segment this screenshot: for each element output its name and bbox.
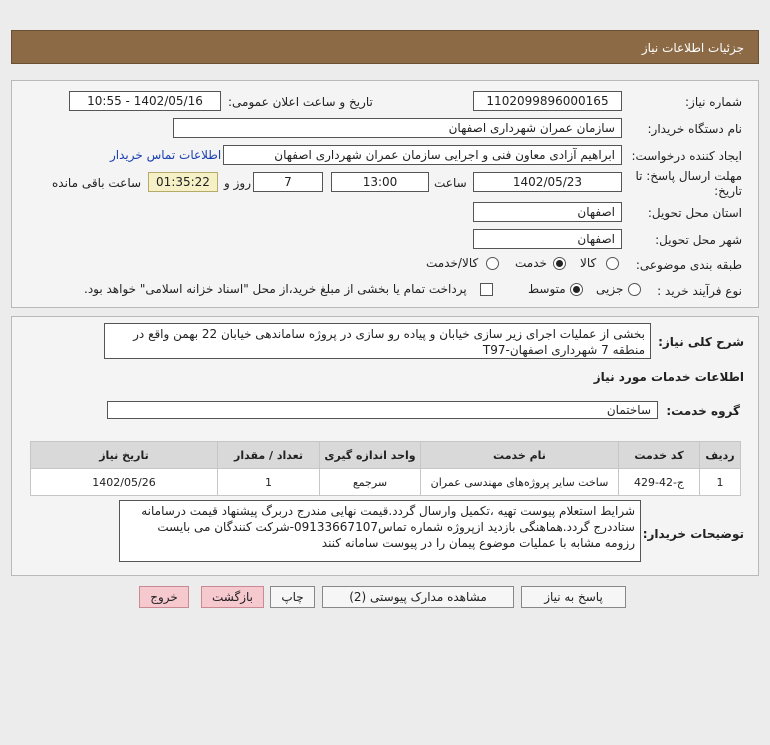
remaining-timer: 01:35:22 — [148, 172, 218, 192]
treasury-checkbox[interactable] — [480, 283, 493, 296]
need-number-field: 1102099896000165 — [473, 91, 622, 111]
services-section-title: اطلاعات خدمات مورد نیاز — [593, 370, 744, 384]
cell-quantity: 1 — [218, 469, 320, 496]
process-radio-medium[interactable] — [570, 283, 583, 296]
cell-need-date: 1402/05/26 — [31, 469, 218, 496]
creator-field: ابراهیم آزادی معاون فنی و اجرایی سازمان عمران شهرداری اصفهان — [223, 145, 622, 165]
buyer-notes-text: شرایط استعلام پیوست تهیه ،تکمیل وارسال گردد.قیمت نهایی مندرج دربرگ پیشنهاد قیمت درسامانه ستاددرج گردد.هماهنگی بازدید ازپروژه شماره تماس09133667107-شرکت کنندگان می بایست رزومه مشابه با عملیات موضوع پیمان را در پیوست سامانه کنند — [119, 500, 641, 562]
buyer-notes-label: توضیحات خریدار: — [642, 527, 744, 541]
announce-field: 1402/05/16 - 10:55 — [69, 91, 221, 111]
payment-note: پرداخت تمام یا بخشی از مبلغ خرید،از محل "اسناد خزانه اسلامی" خواهد بود. — [84, 282, 467, 296]
days-field: 7 — [253, 172, 323, 192]
reply-button[interactable]: پاسخ به نیاز — [521, 586, 626, 608]
services-table — [30, 441, 741, 496]
col-unit: واحد اندازه گیری — [320, 442, 421, 469]
process-radio-minor[interactable] — [628, 283, 641, 296]
table-row — [31, 469, 741, 496]
province-label: استان محل تحویل: — [647, 206, 742, 220]
province-field: اصفهان — [473, 202, 622, 222]
cell-unit: سرجمع — [320, 469, 421, 496]
page-title: جزئیات اطلاعات نیاز — [641, 41, 744, 55]
deadline-date-field: 1402/05/23 — [473, 172, 622, 192]
cell-service-name: ساخت سایر پروژه‌های مهندسی عمران — [421, 469, 619, 496]
need-number-label: شماره نیاز: — [685, 95, 742, 109]
days-label: روز و — [224, 176, 251, 190]
category-radio-goods[interactable] — [606, 257, 619, 270]
deadline-label: مهلت ارسال پاسخ: تا — [635, 169, 742, 183]
buyer-org-label: نام دستگاه خریدار: — [647, 122, 742, 136]
attachments-button[interactable]: مشاهده مدارک پیوستی (2) — [322, 586, 514, 608]
summary-label: شرح کلی نیاز: — [658, 335, 744, 349]
col-need-date: تاریخ نیاز — [31, 442, 218, 469]
info-panel — [11, 80, 759, 308]
deadline-time-field: 13:00 — [331, 172, 429, 192]
summary-text: بخشی از عملیات اجرای زیر سازی خیابان و پیاده رو سازی در پروژه ساماندهی خیابان 22 بهمن واقع در منطقه 7 شهرداری اصفهان-T97 — [104, 323, 651, 359]
exit-button[interactable]: خروج — [139, 586, 189, 608]
deadline-time-label: ساعت — [434, 176, 467, 190]
cell-row: 1 — [700, 469, 741, 496]
service-group-field: ساختمان — [107, 401, 658, 419]
back-button[interactable]: بازگشت — [201, 586, 264, 608]
category-radio-goods-service[interactable] — [486, 257, 499, 270]
buyer-org-field: سازمان عمران شهرداری اصفهان — [173, 118, 622, 138]
deadline-label-date: تاریخ: — [714, 184, 742, 198]
col-quantity: تعداد / مقدار — [218, 442, 320, 469]
contact-info-link[interactable]: اطلاعات تماس خریدار — [110, 148, 222, 162]
creator-label: ایجاد کننده درخواست: — [631, 149, 742, 163]
process-label: نوع فرآیند خرید : — [657, 284, 742, 298]
print-button[interactable]: چاپ — [270, 586, 315, 608]
table-header-row — [31, 442, 741, 469]
cell-service-code: ج-42-429 — [619, 469, 700, 496]
category-option-service: خدمت — [515, 256, 547, 270]
announce-label: تاریخ و ساعت اعلان عمومی: — [228, 95, 373, 109]
remaining-label: ساعت باقی مانده — [52, 176, 142, 190]
city-field: اصفهان — [473, 229, 622, 249]
category-radio-service[interactable] — [553, 257, 566, 270]
category-option-goods-service: کالا/خدمت — [426, 256, 479, 270]
category-option-goods: کالا — [580, 256, 597, 270]
col-service-code: کد خدمت — [619, 442, 700, 469]
process-option-medium: متوسط — [528, 282, 566, 296]
city-label: شهر محل تحویل: — [655, 233, 742, 247]
service-group-label: گروه خدمت: — [666, 404, 740, 418]
process-option-minor: جزیی — [596, 282, 624, 296]
col-row: ردیف — [700, 442, 741, 469]
page-header — [11, 30, 759, 64]
category-label: طبقه بندی موضوعی: — [635, 258, 742, 272]
col-service-name: نام خدمت — [421, 442, 619, 469]
